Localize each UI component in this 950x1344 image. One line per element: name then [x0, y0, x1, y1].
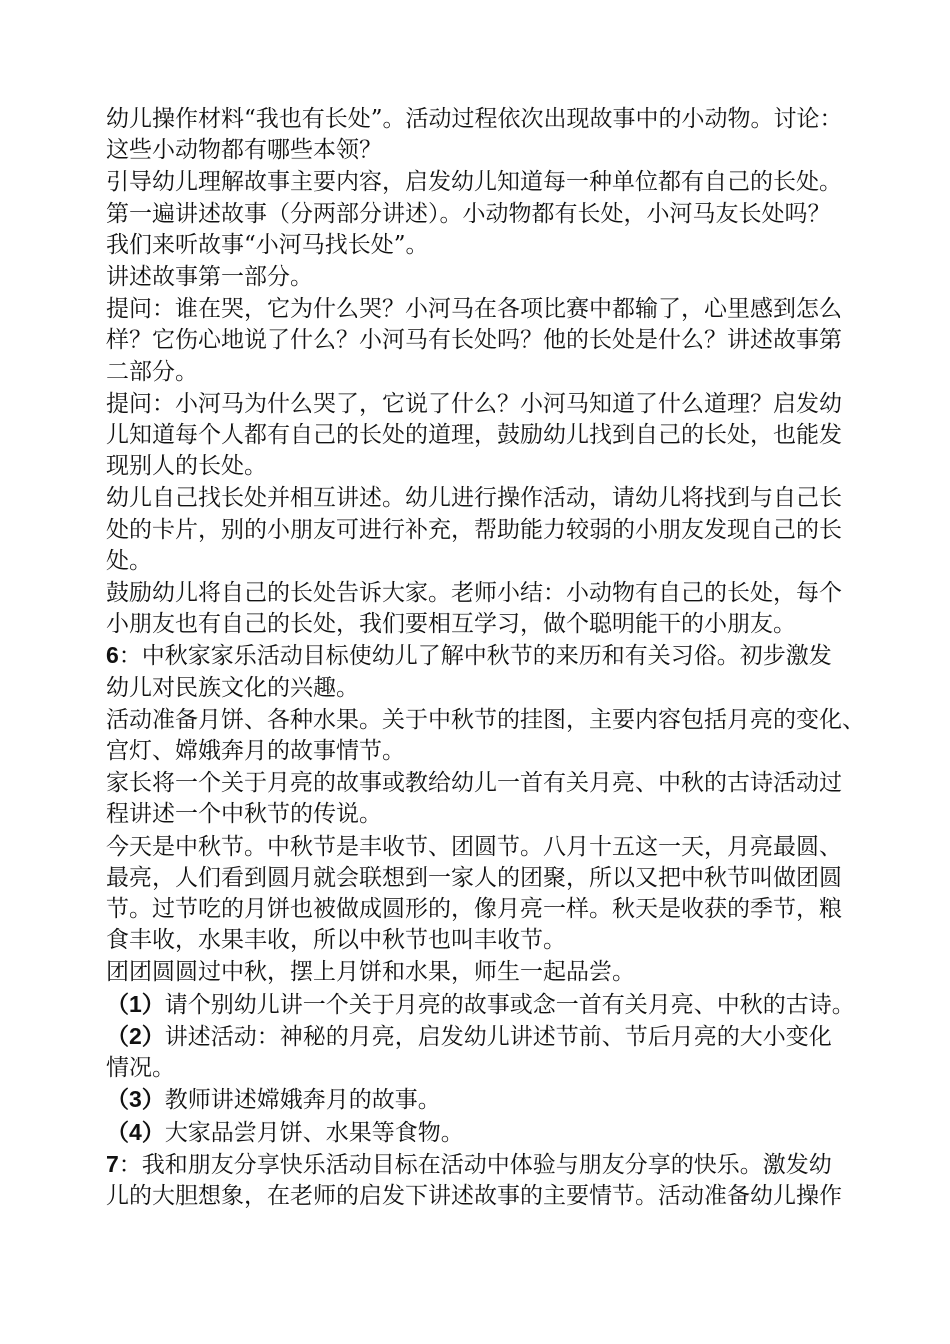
list-item-text: 请个别幼儿讲一个关于月亮的故事或念一首有关月亮、中秋的古诗。	[164, 991, 855, 1018]
paragraph	[106, 261, 876, 293]
paragraph	[106, 103, 876, 166]
paragraph-text: 幼儿自己找长处并相互讲述。幼儿进行操作活动，请幼儿将找到与自己长 处的卡片，别的小朋友可进行补充，帮助能力较弱的小朋友发现自己的长 处。	[106, 485, 842, 574]
paragraph-text: 活动准备月饼、各种水果。关于中秋节的挂图，主要内容包括月亮的变化、 宫灯、嫦娥奔月的故事情节。	[106, 706, 865, 765]
paragraph	[106, 831, 876, 957]
paragraph	[106, 482, 876, 577]
list-item	[106, 1021, 876, 1084]
paragraph-text: 今天是中秋节。中秋节是丰收节、团圆节。八月十五这一天，月亮最圆、 最亮，人们看到圆月就会联想到一家人的团聚，所以又把中秋节叫做团圆 节。过节吃的月饼也被做成圆形的，像月亮一样。秋天是收获的季节，粮 食丰收，水果丰收，所以中秋节也叫丰收节。	[106, 833, 842, 954]
list-item-text: 大家品尝月饼、水果等食物。	[164, 1119, 464, 1146]
paragraph-text: 鼓励幼儿将自己的长处告诉大家。老师小结：小动物有自己的长处，每个 小朋友也有自己的长处，我们要相互学习，做个聪明能干的小朋友。	[106, 580, 842, 638]
paragraph	[106, 956, 876, 988]
list-item	[106, 989, 876, 1021]
list-item-number: （1）	[106, 990, 165, 1017]
paragraph	[106, 577, 876, 640]
paragraph-text: 提问：谁在哭，它为什么哭？小河马在各项比赛中都输了，心里感到怎么 样？它伤心地说了什么？小河马有长处吗？他的长处是什么？讲述故事第 二部分。	[106, 296, 842, 385]
section-number: 7	[106, 1150, 119, 1177]
list-item-number: （4）	[106, 1118, 165, 1145]
document-body	[106, 103, 876, 1212]
paragraph-text: 讲述故事第一部分。	[106, 264, 313, 291]
paragraph	[106, 293, 876, 388]
section-heading-7	[106, 1149, 876, 1212]
list-item-text: 讲述活动：神秘的月亮，启发幼儿讲述节前、节后月亮的大小变化 情况。	[106, 1023, 832, 1082]
list-item-number: （2）	[106, 1022, 165, 1049]
paragraph-text: 幼儿操作材料“我也有长处”。活动过程依次出现故事中的小动物。讨论： 这些小动物都有哪些本领？	[106, 106, 843, 164]
section-heading-6	[106, 640, 876, 703]
section-number: 6	[106, 642, 119, 669]
paragraph-text: ：我和朋友分享快乐活动目标在活动中体验与朋友分享的快乐。激发幼 儿的大胆想象，在老师的启发下讲述故事的主要情节。活动准备幼儿操作	[106, 1151, 842, 1209]
list-item-number: （3）	[106, 1086, 165, 1113]
paragraph	[106, 166, 876, 261]
paragraph-text: 家长将一个关于月亮的故事或教给幼儿一首有关月亮、中秋的古诗活动过 程讲述一个中秋节的传说。	[106, 770, 842, 828]
paragraph	[106, 767, 876, 830]
list-item-text: 教师讲述嫦娥奔月的故事。	[164, 1087, 441, 1114]
paragraph	[106, 704, 876, 767]
paragraph-text: 团团圆圆过中秋，摆上月饼和水果，师生一起品尝。	[106, 959, 635, 986]
paragraph-text: ：中秋家家乐活动目标使幼儿了解中秋节的来历和有关习俗。初步激发 幼儿对民族文化的兴趣。	[106, 643, 832, 701]
paragraph-text: 引导幼儿理解故事主要内容，启发幼儿知道每一种单位都有自己的长处。 第一遍讲述故事（分两部分讲述）。小动物都有长处，小河马友长处吗？ 我们来听故事“小河马找长处”。	[106, 169, 842, 258]
list-item	[106, 1117, 876, 1149]
list-item	[106, 1084, 876, 1116]
paragraph-text: 提问：小河马为什么哭了，它说了什么？小河马知道了什么道理？启发幼 儿知道每个人都有自己的长处的道理，鼓励幼儿找到自己的长处，也能发 现别人的长处。	[106, 390, 842, 480]
paragraph	[106, 388, 876, 483]
